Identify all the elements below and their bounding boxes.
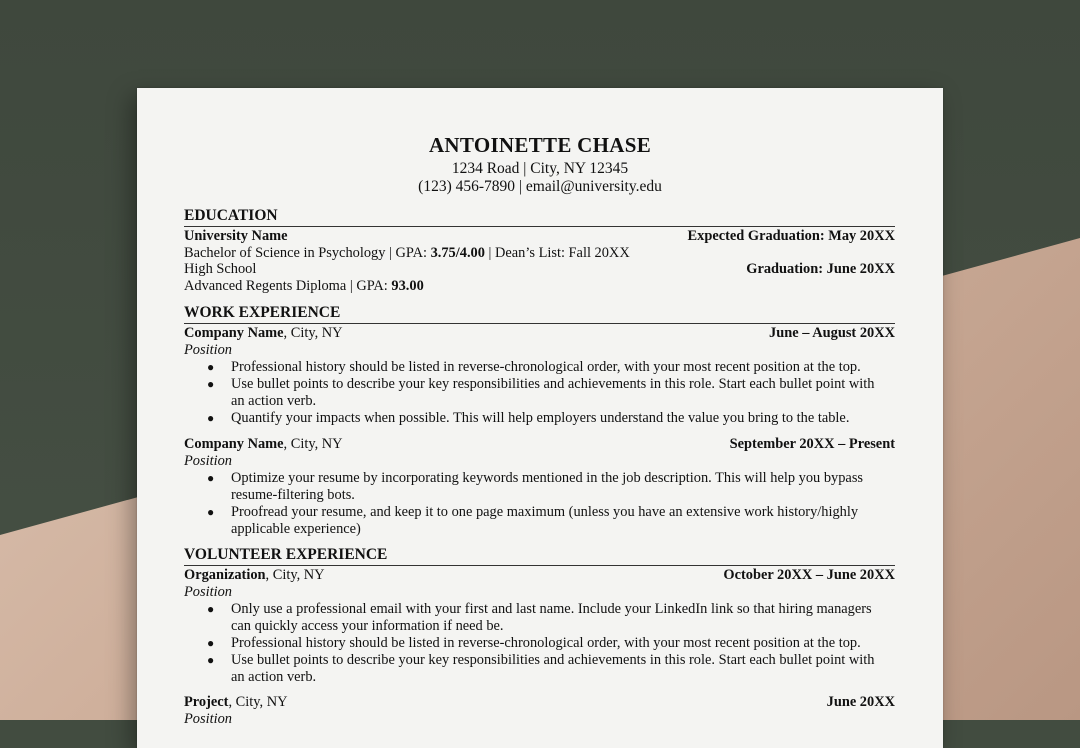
university-name: University Name: [184, 228, 288, 244]
bullet-text: Proofread your resume, and keep it to one page maximum (unless you have an extensive work history/highly: [231, 504, 859, 520]
bullet-text: resume-filtering bots.: [231, 487, 355, 503]
bullet-text: an action verb.: [231, 669, 317, 685]
bullet-dot: ●: [207, 636, 215, 650]
diploma-line: [184, 278, 895, 295]
bullet-dot: ●: [207, 653, 215, 667]
bullet-dot: ●: [207, 411, 215, 425]
bullet-text: Use bullet points to describe your key responsibilities and achievements in this role. Start each bullet point with: [231, 376, 875, 392]
job-2-company: Company Name: [184, 436, 284, 452]
degree-line: [184, 245, 895, 262]
job-1-date: June – August 20XX: [769, 325, 895, 341]
deans-list: | Dean’s List: Fall 20XX: [484, 245, 630, 261]
bullet-dot: ●: [207, 471, 215, 485]
high-school-date: Graduation: June 20XX: [746, 261, 895, 277]
volunteer-heading: VOLUNTEER EXPERIENCE: [184, 547, 895, 566]
job-2-location: , City, NY: [283, 436, 343, 452]
bullet-text: Professional history should be listed in reverse-chronological order, with your most recent position at the top.: [231, 635, 861, 651]
job-1-company: Company Name: [184, 325, 284, 341]
bullet-text: Professional history should be listed in reverse-chronological order, with your most recent position at the top.: [231, 359, 861, 375]
bullet-text: Use bullet points to describe your key responsibilities and achievements in this role. Start each bullet point with: [231, 652, 875, 668]
project-row: [184, 694, 895, 711]
bullet-text: Only use a professional email with your first and last name. Include your LinkedIn link so that hiring managers: [231, 601, 872, 617]
bullet-text: an action verb.: [231, 393, 317, 409]
org-position: Position: [184, 584, 232, 600]
job-2-position: Position: [184, 453, 232, 469]
project-name: Project: [184, 694, 229, 710]
project-position: Position: [184, 711, 232, 727]
gpa-value: 3.75/4.00: [430, 245, 485, 261]
resume-page: [137, 88, 943, 748]
resume-name: ANTOINETTE CHASE: [428, 133, 652, 157]
degree-text: Bachelor of Science in Psychology | GPA:: [184, 245, 431, 261]
bullet-text: Quantify your impacts when possible. This will help employers understand the value you bring to the table.: [231, 410, 850, 426]
diploma-text: Advanced Regents Diploma | GPA:: [184, 278, 392, 294]
diploma-gpa: 93.00: [391, 278, 424, 294]
bullet-dot: ●: [207, 360, 215, 374]
university-date: Expected Graduation: May 20XX: [687, 228, 895, 244]
education-heading: EDUCATION: [184, 208, 895, 227]
bullet-text: Optimize your resume by incorporating keywords mentioned in the job description. This will help you bypass: [231, 470, 864, 486]
job-1-position: Position: [184, 342, 232, 358]
project-date: June 20XX: [826, 694, 895, 710]
org-name: Organization: [184, 567, 266, 583]
work-heading: WORK EXPERIENCE: [184, 305, 895, 324]
org-location: , City, NY: [265, 567, 325, 583]
address-line: 1234 Road | City, NY 12345: [451, 160, 629, 177]
bullet-text: applicable experience): [231, 521, 361, 537]
bullet-text: can quickly access your information if need be.: [231, 618, 504, 634]
bullet-dot: ●: [207, 505, 215, 519]
bullet-dot: ●: [207, 377, 215, 391]
project-location: , City, NY: [228, 694, 288, 710]
high-school-name: High School: [184, 261, 257, 277]
bullet-dot: ●: [207, 602, 215, 616]
org-date: October 20XX – June 20XX: [723, 567, 895, 583]
job-1-location: , City, NY: [283, 325, 343, 341]
contact-line: (123) 456-7890 | email@university.edu: [418, 178, 662, 195]
job-2-date: September 20XX – Present: [729, 436, 895, 452]
